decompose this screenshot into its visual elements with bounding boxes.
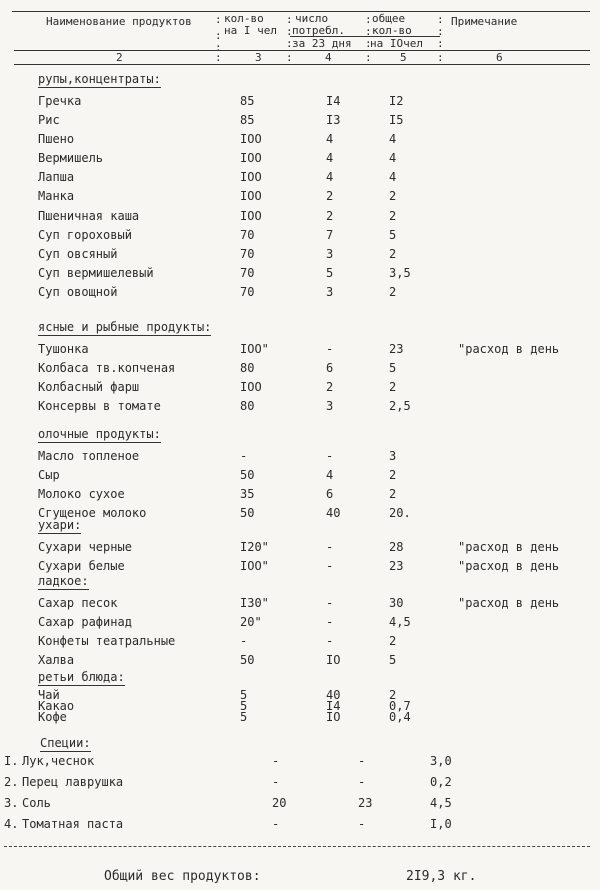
product-total: 2	[389, 468, 397, 482]
section-title	[38, 518, 81, 532]
product-days: I4	[326, 699, 341, 713]
product-total: 3	[389, 449, 397, 463]
header-col-days-3: за 23 дня	[292, 37, 352, 50]
section-title-text: ладкое:	[38, 574, 89, 588]
product-total: 5	[389, 653, 397, 667]
product-days: -	[326, 540, 334, 554]
product-days: 2	[326, 209, 334, 223]
header-sep: :	[365, 13, 372, 26]
header-num-5: 5	[400, 51, 407, 64]
product-name: Какао	[38, 699, 75, 713]
product-total: 4	[389, 151, 397, 165]
product-days: 6	[326, 361, 334, 375]
product-qty-per-person: IOO"	[240, 559, 269, 573]
header-num-4: 4	[325, 51, 332, 64]
product-total: 2	[389, 189, 397, 203]
product-days: 4	[326, 468, 334, 482]
product-name: Сухари белые	[38, 559, 125, 573]
header-col-qty-2: на I чел	[224, 24, 277, 37]
product-total: 5	[389, 361, 397, 375]
product-qty-per-person: IOO	[240, 151, 262, 165]
product-name: Пшено	[38, 132, 75, 146]
product-total: 2	[389, 247, 397, 261]
product-total: 4	[389, 132, 397, 146]
product-qty-per-person: 70	[240, 247, 255, 261]
product-qty-per-person: I20"	[240, 540, 269, 554]
product-days: IO	[326, 653, 341, 667]
product-name: Манка	[38, 189, 75, 203]
product-name: Молоко сухое	[38, 487, 125, 501]
header-sep: :	[365, 51, 372, 64]
product-name: Сгущеное молоко	[38, 506, 147, 520]
product-qty-per-person: 70	[240, 285, 255, 299]
header-sep: :	[215, 41, 222, 54]
product-qty-per-person: IOO	[240, 170, 262, 184]
spice-days: -	[358, 754, 366, 768]
product-qty-per-person: 70	[240, 228, 255, 242]
product-days: -	[326, 342, 334, 356]
spice-qty: -	[272, 754, 280, 768]
header-col-total-1: общее	[372, 12, 406, 25]
product-days: 4	[326, 170, 334, 184]
product-qty-per-person: IOO	[240, 209, 262, 223]
product-total: 2	[389, 487, 397, 501]
header-sep: :	[286, 51, 293, 64]
product-name: Колбасный фарш	[38, 380, 140, 394]
header-col-days-1: число	[295, 12, 329, 25]
product-qty-per-person: IOO	[240, 189, 262, 203]
product-name: Халва	[38, 653, 75, 667]
header-sep: :	[437, 37, 444, 50]
product-days: -	[326, 596, 334, 610]
header-col-total-3: на IОчел	[370, 37, 423, 50]
header-sep: :	[365, 25, 372, 38]
section-title	[38, 670, 125, 684]
section-title-text: ясные и рыбные продукты:	[38, 320, 212, 334]
product-qty-per-person: 5	[240, 688, 248, 702]
product-days: 5	[326, 266, 334, 280]
spice-name: Лук,чеснок	[22, 754, 95, 768]
product-name: Консервы в томате	[38, 399, 161, 413]
product-name: Сыр	[38, 468, 60, 482]
spice-number: I.	[4, 754, 19, 768]
product-name: Вермишель	[38, 151, 104, 165]
product-qty-per-person: IOO	[240, 132, 262, 146]
product-name: Суп вермишелевый	[38, 266, 154, 280]
header-num-3: 3	[255, 51, 262, 64]
product-qty-per-person: 35	[240, 487, 255, 501]
product-total: 2	[389, 688, 397, 702]
product-days: -	[326, 615, 334, 629]
product-qty-per-person: IOO	[240, 380, 262, 394]
section-title	[38, 574, 89, 588]
section-title	[38, 320, 211, 334]
product-qty-per-person: 85	[240, 94, 255, 108]
product-name: Рис	[38, 113, 60, 127]
product-qty-per-person: 70	[240, 266, 255, 280]
product-days: 3	[326, 399, 334, 413]
product-days: I3	[326, 113, 341, 127]
header-sep: :	[437, 13, 444, 26]
spice-total: 0,2	[430, 775, 452, 789]
product-qty-per-person: I30"	[240, 596, 269, 610]
product-total: 30	[389, 596, 404, 610]
spice-qty: 20	[272, 796, 287, 810]
product-days: 40	[326, 688, 341, 702]
header-sep: :	[215, 51, 222, 64]
product-total: 0,4	[389, 710, 411, 724]
header-sep: :	[286, 13, 293, 26]
spice-qty: -	[272, 817, 280, 831]
header-sep: :	[365, 37, 372, 50]
section-title	[38, 72, 161, 86]
product-days: I4	[326, 94, 341, 108]
spice-number: 3.	[4, 796, 19, 810]
header-sep: :	[286, 37, 293, 50]
product-days: 4	[326, 151, 334, 165]
product-name: Гречка	[38, 94, 82, 108]
product-name: Чай	[38, 688, 60, 702]
product-total: 2	[389, 380, 397, 394]
header-col-qty-1: кол-во	[224, 12, 264, 25]
product-days: 3	[326, 285, 334, 299]
product-days: 7	[326, 228, 334, 242]
spice-total: 4,5	[430, 796, 452, 810]
header-sep: :	[437, 25, 444, 38]
product-total: 2	[389, 634, 397, 648]
product-total: 0,7	[389, 699, 411, 713]
product-qty-per-person: 50	[240, 506, 255, 520]
spice-total: 3,0	[430, 754, 452, 768]
spice-number: 2.	[4, 775, 19, 789]
product-name: Сухари черные	[38, 540, 132, 554]
product-name: Суп овощной	[38, 285, 118, 299]
product-note: "расход в день	[458, 559, 560, 573]
product-days: IO	[326, 710, 341, 724]
header-num-2: 2	[116, 51, 123, 64]
header-col-total-2: кол-во	[372, 24, 412, 37]
product-days: -	[326, 449, 334, 463]
product-name: Конфеты театральные	[38, 634, 176, 648]
spice-name: Перец лаврушка	[22, 775, 124, 789]
header-bottom-rule	[14, 50, 590, 51]
section-title-text: рупы,концентраты:	[38, 72, 161, 86]
product-name: Лапша	[38, 170, 75, 184]
product-total: 2	[389, 285, 397, 299]
section-title-text: олочные продукты:	[38, 427, 161, 441]
product-total: I5	[389, 113, 404, 127]
product-name: Сахар песок	[38, 596, 118, 610]
product-note: "расход в день	[458, 596, 560, 610]
product-name: Масло топленое	[38, 449, 140, 463]
spice-name: Томатная паста	[22, 817, 124, 831]
product-total: 3,5	[389, 266, 411, 280]
product-total: 20.	[389, 506, 411, 520]
product-qty-per-person: 5	[240, 699, 248, 713]
product-qty-per-person: 85	[240, 113, 255, 127]
spice-days: -	[358, 817, 366, 831]
product-qty-per-person: 50	[240, 653, 255, 667]
product-days: 40	[326, 506, 341, 520]
product-qty-per-person: 80	[240, 361, 255, 375]
product-days: 2	[326, 380, 334, 394]
product-total: 2,5	[389, 399, 411, 413]
product-total: 4,5	[389, 615, 411, 629]
product-name: Тушонка	[38, 342, 89, 356]
product-note: "расход в день	[458, 342, 560, 356]
header-col-days-2: потребл.	[292, 24, 345, 37]
header-col-name: Наименование продуктов	[46, 15, 192, 28]
spice-total: I,0	[430, 817, 452, 831]
product-total: 23	[389, 559, 404, 573]
product-qty-per-person: 5	[240, 710, 248, 724]
section-title	[38, 427, 161, 441]
product-name: Сахар рафинад	[38, 615, 132, 629]
spice-name: Соль	[22, 796, 51, 810]
product-qty-per-person: -	[240, 634, 248, 648]
product-total: 28	[389, 540, 404, 554]
header-mid-rule	[290, 36, 440, 37]
product-days: 2	[326, 189, 334, 203]
product-total: 2	[389, 209, 397, 223]
product-days: -	[326, 559, 334, 573]
header-sep: :	[437, 51, 444, 64]
header-sep: :	[215, 13, 222, 26]
footer-dashed-rule	[4, 846, 590, 847]
product-total: 5	[389, 228, 397, 242]
product-qty-per-person: -	[240, 449, 248, 463]
product-name: Суп овсяный	[38, 247, 118, 261]
product-days: 4	[326, 132, 334, 146]
product-qty-per-person: 80	[240, 399, 255, 413]
total-weight-value: 2I9,3 кг.	[406, 869, 477, 884]
product-qty-per-person: 20"	[240, 615, 262, 629]
header-sep: :	[215, 29, 222, 42]
spice-qty: -	[272, 775, 280, 789]
header-sep: :	[286, 25, 293, 38]
total-weight-label: Общий вес продуктов:	[104, 869, 261, 884]
product-days: -	[326, 634, 334, 648]
header-col-note: Примечание	[451, 15, 518, 28]
product-days: 6	[326, 487, 334, 501]
product-days: 3	[326, 247, 334, 261]
product-total: 4	[389, 170, 397, 184]
spice-number: 4.	[4, 817, 19, 831]
product-total: I2	[389, 94, 404, 108]
product-qty-per-person: 50	[240, 468, 255, 482]
spice-days: 23	[358, 796, 373, 810]
product-name: Суп гороховый	[38, 228, 132, 242]
section-title-text: ретьи блюда:	[38, 670, 125, 684]
product-name: Колбаса тв.копченая	[38, 361, 176, 375]
section-title-text: ухари:	[38, 518, 82, 532]
product-qty-per-person: IOO"	[240, 342, 269, 356]
spices-title: Специи:	[40, 736, 91, 750]
header-num-6: 6	[496, 51, 503, 64]
spice-days: -	[358, 775, 366, 789]
header-num-rule	[14, 64, 590, 65]
product-note: "расход в день	[458, 540, 560, 554]
product-name: Кофе	[38, 710, 67, 724]
product-total: 23	[389, 342, 404, 356]
product-name: Пшеничная каша	[38, 209, 140, 223]
